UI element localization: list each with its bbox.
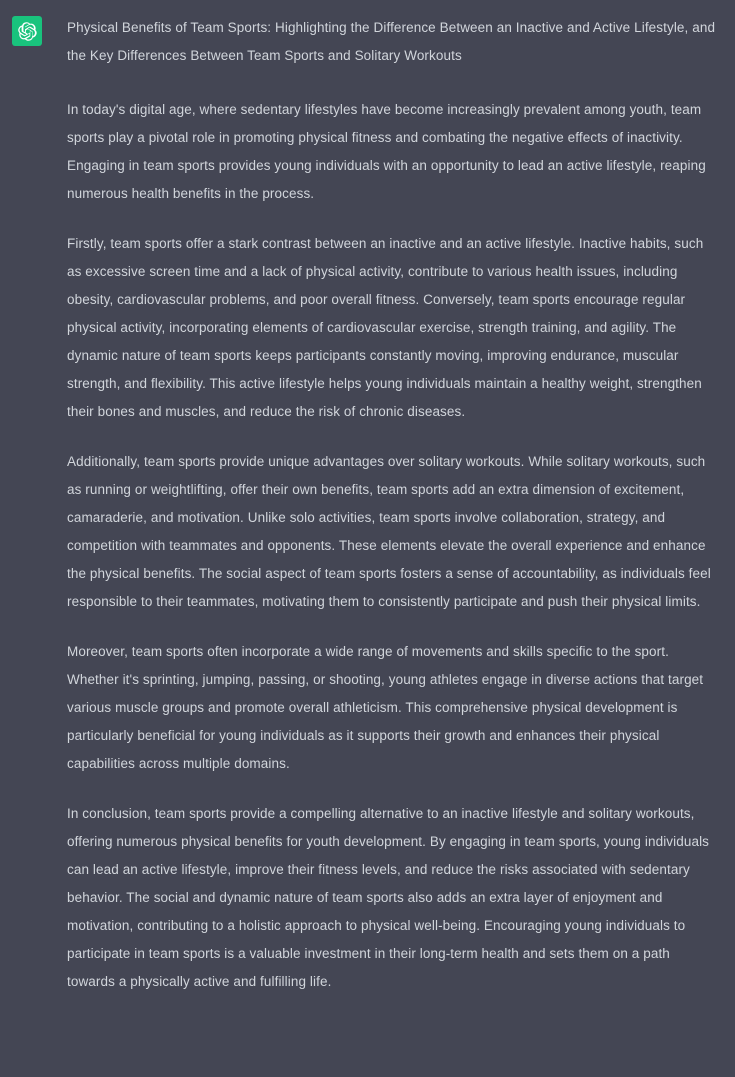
message-title: Physical Benefits of Team Sports: Highlighting the Difference Between an Inactive and Active Lifestyle, and the Key Differences Between Team Sports and Solitary Workouts <box>67 20 716 63</box>
message-paragraph: Additionally, team sports provide unique advantages over solitary workouts. While solitary workouts, such as running or weightlifting, offer their own benefits, team sports add an extra dimension of excitement, camaraderie, and motivation. Unlike solo activities, team sports involve collaboration, strategy, and competition with teammates and opponents. These elements elevate the overall experience and enhance the physical benefits. The social aspect of team sports fosters a sense of accountability, as individuals feel responsible to their teammates, motivating them to consistently participate and push their physical limits. <box>67 454 711 609</box>
message-paragraph: In today's digital age, where sedentary lifestyles have become increasingly prevalent among youth, team sports play a pivotal role in promoting physical fitness and combating the negative effects of inactivity. Engaging in team sports provides young individuals with an opportunity to lead an active lifestyle, reaping numerous health benefits in the process. <box>67 102 706 201</box>
message-paragraph: Firstly, team sports offer a stark contrast between an inactive and an active lifestyle. Inactive habits, such as excessive screen time and a lack of physical activity, contribute to various health issues, including obesity, cardiovascular problems, and poor overall fitness. Conversely, team sports encourage regular physical activity, incorporating elements of cardiovascular exercise, strength training, and agility. The dynamic nature of team sports keeps participants constantly moving, improving endurance, muscular strength, and flexibility. This active lifestyle helps young individuals maintain a healthy weight, strengthen their bones and muscles, and reduce the risk of chronic diseases. <box>67 236 704 419</box>
message-paragraph: In conclusion, team sports provide a compelling alternative to an inactive lifestyle and solitary workouts, offering numerous physical benefits for youth development. By engaging in team sports, young individuals can lead an active lifestyle, improve their fitness levels, and reduce the risks associated with sedentary behavior. The social and dynamic nature of team sports also adds an extra layer of enjoyment and motivation, contributing to a holistic approach to physical well-being. Encouraging young individuals to participate in team sports is a valuable investment in their long-term health and sets them on a path towards a physically active and fulfilling life. <box>67 806 710 989</box>
openai-logo-icon <box>18 22 37 41</box>
avatar <box>12 16 42 46</box>
assistant-message-content <box>67 14 717 996</box>
message-paragraph: Moreover, team sports often incorporate a wide range of movements and skills specific to the sport. Whether it's sprinting, jumping, passing, or shooting, young athletes engage in diverse actions that target various muscle groups and promote overall athleticism. This comprehensive physical development is particularly beneficial for young individuals as it supports their growth and enhances their physical capabilities across multiple domains. <box>67 644 704 771</box>
